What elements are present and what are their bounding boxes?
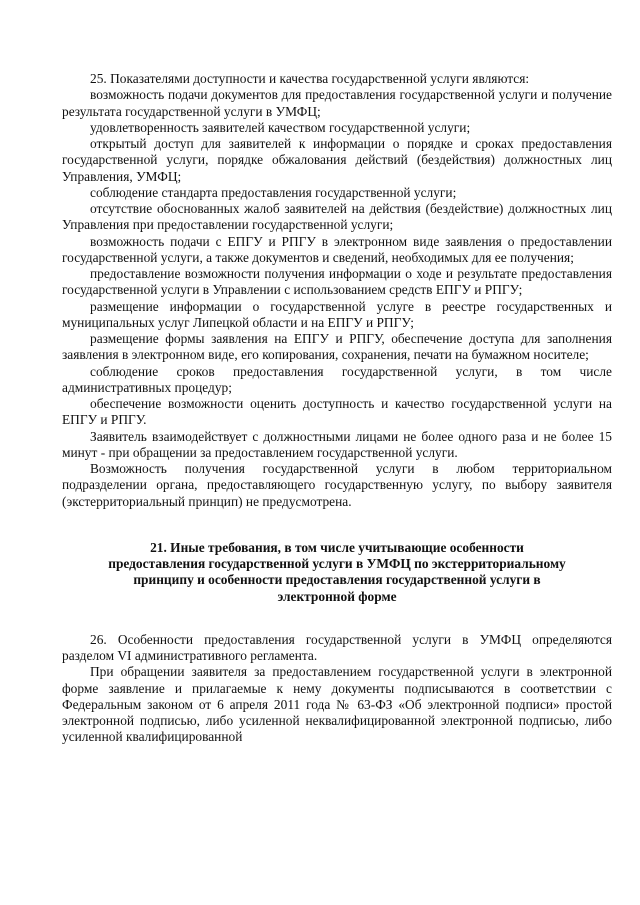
paragraph: обеспечение возможности оценить доступность и качество государственной услуги на ЕПГУ и РПГУ. — [62, 396, 612, 428]
paragraph: удовлетворенность заявителей качеством государственной услуги; — [90, 119, 471, 135]
section-heading — [62, 540, 612, 605]
section-heading-line: электронной форме — [277, 588, 397, 604]
section-heading-line: предоставления государственной услуги в УМФЦ по экстерриториальному — [108, 556, 566, 571]
paragraph: размещение информации о государственной услуге в реестре государственных и муниципальных услуг Липецкой области и на ЕПГУ и РПГУ; — [62, 298, 612, 330]
section-heading-line: 21. Иные требования, в том числе учитывающие особенности — [150, 539, 524, 555]
paragraph: открытый доступ для заявителей к информации о порядке и сроках предоставления государственной услуги, порядке обжалования действий (бездействия) должностных лиц Управления, УМФЦ; — [62, 136, 612, 184]
paragraph: Возможность получения государственной услуги в любом территориальном подразделении органа, предоставляющего государственную услугу, по выбору заявителя (экстерриториальный принцип) не предусмотрена. — [62, 461, 612, 509]
availability-indicators-section — [62, 71, 612, 510]
paragraph: размещение формы заявления на ЕПГУ и РПГУ, обеспечение доступа для заполнения заявления в электронном виде, его копирования, сохранения, печати на бумажном носителе; — [62, 331, 612, 363]
document-page — [62, 71, 612, 746]
paragraph: При обращении заявителя за предоставлением государственной услуги в электронной форме заявление и прилагаемые к нему документы подписываются в соответствии с Федеральным законом от 6 апреля 2011 года № 63-ФЗ «Об электронной подписи» простой электронной подписью, либо усиленной неквалифицированной электронной подписью, либо усиленной квалифицированной — [62, 664, 612, 745]
paragraph: возможность подачи документов для предоставления государственной услуги и получение результата государственной услуги в УМФЦ; — [62, 87, 612, 119]
paragraph: отсутствие обоснованных жалоб заявителей на действия (бездействие) должностных лиц Управления при предоставлении государственной услуги; — [62, 201, 612, 233]
paragraph: 26. Особенности предоставления государственной услуги в УМФЦ определяются разделом VI административного регламента. — [62, 631, 612, 663]
electronic-form-section — [62, 632, 612, 746]
section-heading-line: принципу и особенности предоставления государственной услуги в — [133, 572, 541, 588]
paragraph: Заявитель взаимодействует с должностными лицами не более одного раза и не более 15 минут - при обращении за предоставлением государственной услуги. — [62, 428, 612, 460]
paragraph: 25. Показателями доступности и качества государственной услуги являются: — [90, 71, 530, 86]
paragraph: соблюдение стандарта предоставления государственной услуги; — [90, 184, 457, 200]
paragraph: возможность подачи с ЕПГУ и РПГУ в электронном виде заявления о предоставлении государственной услуги, а также документов и сведений, необходимых для ее получения; — [62, 233, 612, 265]
paragraph: соблюдение сроков предоставления государственной услуги, в том числе административных процедур; — [62, 363, 612, 395]
paragraph: предоставление возможности получения информации о ходе и результате предоставления государственной услуги в Управлении с использованием средств ЕПГУ и РПГУ; — [62, 266, 612, 298]
